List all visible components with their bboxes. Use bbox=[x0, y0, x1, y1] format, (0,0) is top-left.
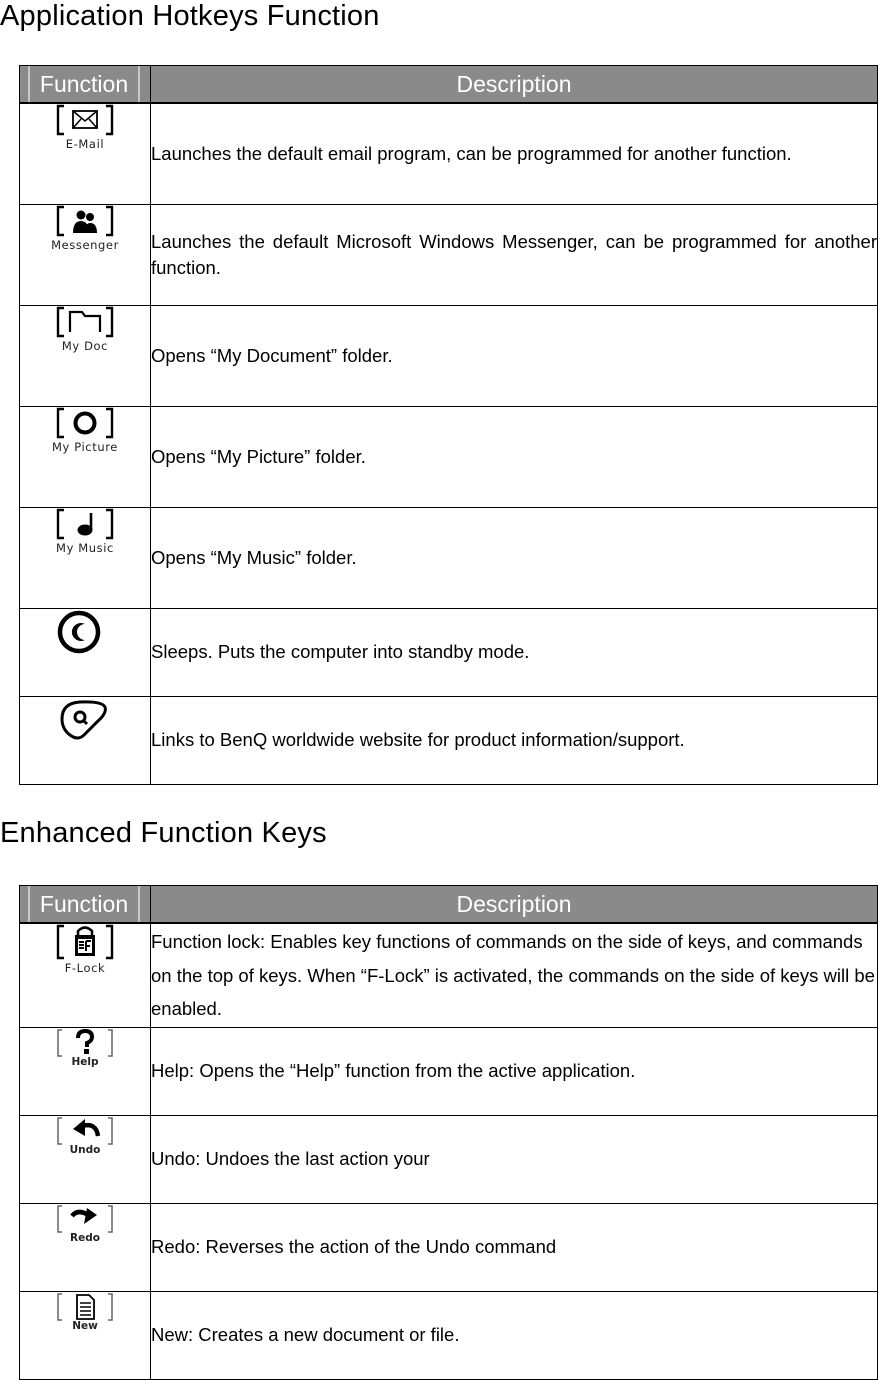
music-note-icon bbox=[56, 508, 114, 540]
table-row-new bbox=[20, 1291, 878, 1379]
table-row-messenger bbox=[20, 204, 878, 305]
icon-caption: E-Mail bbox=[65, 137, 105, 151]
function-cell bbox=[20, 608, 151, 696]
help-icon bbox=[56, 1028, 114, 1058]
table-row-undo bbox=[20, 1115, 878, 1203]
function-cell bbox=[20, 406, 151, 507]
icon-caption: My Picture bbox=[52, 439, 118, 454]
description-column-header: Description bbox=[151, 66, 878, 104]
enhanced-function-keys-table bbox=[19, 885, 878, 1380]
description-cell: Opens “My Music” folder. bbox=[151, 507, 878, 608]
new-document-icon bbox=[56, 1292, 114, 1322]
table-row-help bbox=[20, 1027, 878, 1115]
benq-web-icon bbox=[56, 697, 114, 743]
table-row-redo bbox=[20, 1203, 878, 1291]
table-row-my-music bbox=[20, 507, 878, 608]
description-cell: Launches the default email program, can be programmed for another function. bbox=[151, 103, 878, 204]
description-cell: Links to BenQ worldwide website for product information/support. bbox=[151, 696, 878, 784]
table-row-f-lock bbox=[20, 923, 878, 1027]
section-title-application-hotkeys: Application Hotkeys Function bbox=[0, 0, 380, 32]
function-cell bbox=[20, 1291, 151, 1379]
icon-caption: Undo bbox=[69, 1143, 101, 1156]
undo-icon bbox=[56, 1116, 114, 1146]
function-column-header: Function bbox=[20, 886, 151, 924]
section-title-enhanced-function-keys: Enhanced Function Keys bbox=[0, 817, 327, 849]
function-cell bbox=[20, 204, 151, 305]
redo-icon bbox=[56, 1204, 114, 1234]
camera-icon bbox=[56, 407, 114, 439]
function-cell bbox=[20, 1115, 151, 1203]
icon-caption: New bbox=[72, 1319, 98, 1332]
f-lock-icon bbox=[56, 924, 114, 960]
description-cell: Help: Opens the “Help” function from the active application. bbox=[151, 1027, 878, 1115]
application-hotkeys-table bbox=[19, 65, 878, 785]
table-header-row bbox=[20, 886, 878, 924]
description-cell: Sleeps. Puts the computer into standby mode. bbox=[151, 608, 878, 696]
description-cell: Opens “My Picture” folder. bbox=[151, 406, 878, 507]
table-row-email bbox=[20, 103, 878, 204]
description-cell: Launches the default Microsoft Windows Messenger, can be programmed for another function. bbox=[151, 204, 878, 305]
description-cell: Opens “My Document” folder. bbox=[151, 305, 878, 406]
function-cell bbox=[20, 923, 151, 1027]
table-row-sleep bbox=[20, 608, 878, 696]
icon-caption: My Music bbox=[56, 540, 114, 555]
function-cell bbox=[20, 305, 151, 406]
table-row-my-picture bbox=[20, 406, 878, 507]
function-cell bbox=[20, 1203, 151, 1291]
function-cell bbox=[20, 696, 151, 784]
icon-caption: Redo bbox=[70, 1231, 100, 1244]
icon-caption: My Doc bbox=[61, 338, 109, 353]
sleep-icon bbox=[56, 609, 114, 655]
icon-caption: Messenger bbox=[51, 237, 119, 252]
icon-caption: F-Lock bbox=[64, 961, 106, 975]
mail-icon bbox=[56, 104, 114, 136]
folder-icon bbox=[56, 306, 114, 338]
icon-caption: Help bbox=[71, 1055, 99, 1068]
table-header-row bbox=[20, 66, 878, 104]
description-cell: Undo: Undoes the last action your bbox=[151, 1115, 878, 1203]
function-cell bbox=[20, 1027, 151, 1115]
description-cell: Redo: Reverses the action of the Undo command bbox=[151, 1203, 878, 1291]
function-cell bbox=[20, 507, 151, 608]
function-column-header: Function bbox=[20, 66, 151, 104]
function-cell bbox=[20, 103, 151, 204]
table-row-benq-web bbox=[20, 696, 878, 784]
messenger-icon bbox=[56, 205, 114, 237]
table-row-my-doc bbox=[20, 305, 878, 406]
description-column-header: Description bbox=[151, 886, 878, 924]
description-cell: New: Creates a new document or file. bbox=[151, 1291, 878, 1379]
description-cell: Function lock: Enables key functions of commands on the side of keys, and commands on the top of keys. When “F-Lock” is activated, the commands on the side of keys will be enabled. bbox=[151, 923, 878, 1027]
